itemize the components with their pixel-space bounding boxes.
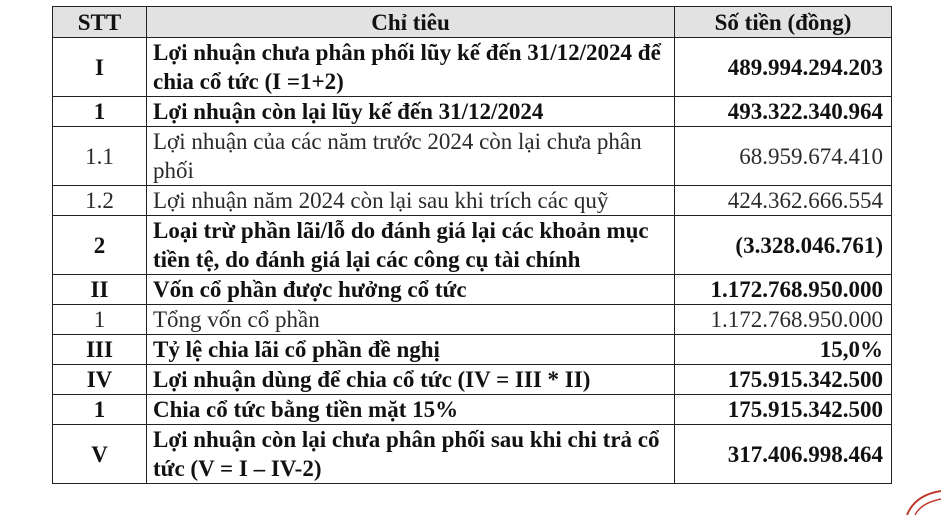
row-value: 175.915.342.500: [675, 365, 892, 395]
table-row: [53, 425, 892, 484]
row-label: Lợi nhuận chưa phân phối lũy kế đến 31/12/2024 để chia cổ tức (I =1+2): [147, 38, 675, 97]
row-label: Tổng vốn cổ phần: [147, 305, 675, 335]
row-stt: IV: [53, 365, 147, 395]
row-stt: I: [53, 38, 147, 97]
row-value: 1.172.768.950.000: [675, 305, 892, 335]
table-header-row: [53, 7, 892, 38]
table-row: [53, 335, 892, 365]
header-stt: STT: [53, 7, 147, 38]
dividend-table-container: [52, 6, 891, 484]
dividend-table: [52, 6, 892, 484]
table-row: [53, 127, 892, 186]
table-row: [53, 305, 892, 335]
row-label: Chia cổ tức bằng tiền mặt 15%: [147, 395, 675, 425]
row-value: (3.328.046.761): [675, 216, 892, 275]
row-label: Lợi nhuận năm 2024 còn lại sau khi trích các quỹ: [147, 186, 675, 216]
row-value: 424.362.666.554: [675, 186, 892, 216]
row-label: Tỷ lệ chia lãi cổ phần đề nghị: [147, 335, 675, 365]
row-label: Lợi nhuận còn lại chưa phân phối sau khi chi trả cổ tức (V = I – IV-2): [147, 425, 675, 484]
table-row: [53, 216, 892, 275]
seal-stamp-fragment: [901, 485, 941, 515]
table-row: [53, 38, 892, 97]
row-stt: III: [53, 335, 147, 365]
row-label: Lợi nhuận của các năm trước 2024 còn lại chưa phân phối: [147, 127, 675, 186]
row-stt: 2: [53, 216, 147, 275]
row-value: 68.959.674.410: [675, 127, 892, 186]
row-stt: 1.2: [53, 186, 147, 216]
row-label: Lợi nhuận còn lại lũy kế đến 31/12/2024: [147, 97, 675, 127]
row-stt: 1: [53, 395, 147, 425]
row-value: 317.406.998.464: [675, 425, 892, 484]
row-label: Vốn cổ phần được hưởng cổ tức: [147, 275, 675, 305]
header-amount: Số tiền (đồng): [675, 7, 892, 38]
header-indicator: Chỉ tiêu: [147, 7, 675, 38]
row-value: 175.915.342.500: [675, 395, 892, 425]
row-stt: 1: [53, 305, 147, 335]
row-value: 1.172.768.950.000: [675, 275, 892, 305]
table-row: [53, 186, 892, 216]
table-row: [53, 395, 892, 425]
row-stt: 1: [53, 97, 147, 127]
row-label: Loại trừ phần lãi/lỗ do đánh giá lại các khoản mục tiền tệ, do đánh giá lại các công cụ tài chính: [147, 216, 675, 275]
row-value: 489.994.294.203: [675, 38, 892, 97]
table-row: [53, 275, 892, 305]
row-stt: V: [53, 425, 147, 484]
table-row: [53, 97, 892, 127]
row-value: 15,0%: [675, 335, 892, 365]
row-value: 493.322.340.964: [675, 97, 892, 127]
row-stt: II: [53, 275, 147, 305]
row-stt: 1.1: [53, 127, 147, 186]
table-row: [53, 365, 892, 395]
row-label: Lợi nhuận dùng để chia cổ tức (IV = III * II): [147, 365, 675, 395]
